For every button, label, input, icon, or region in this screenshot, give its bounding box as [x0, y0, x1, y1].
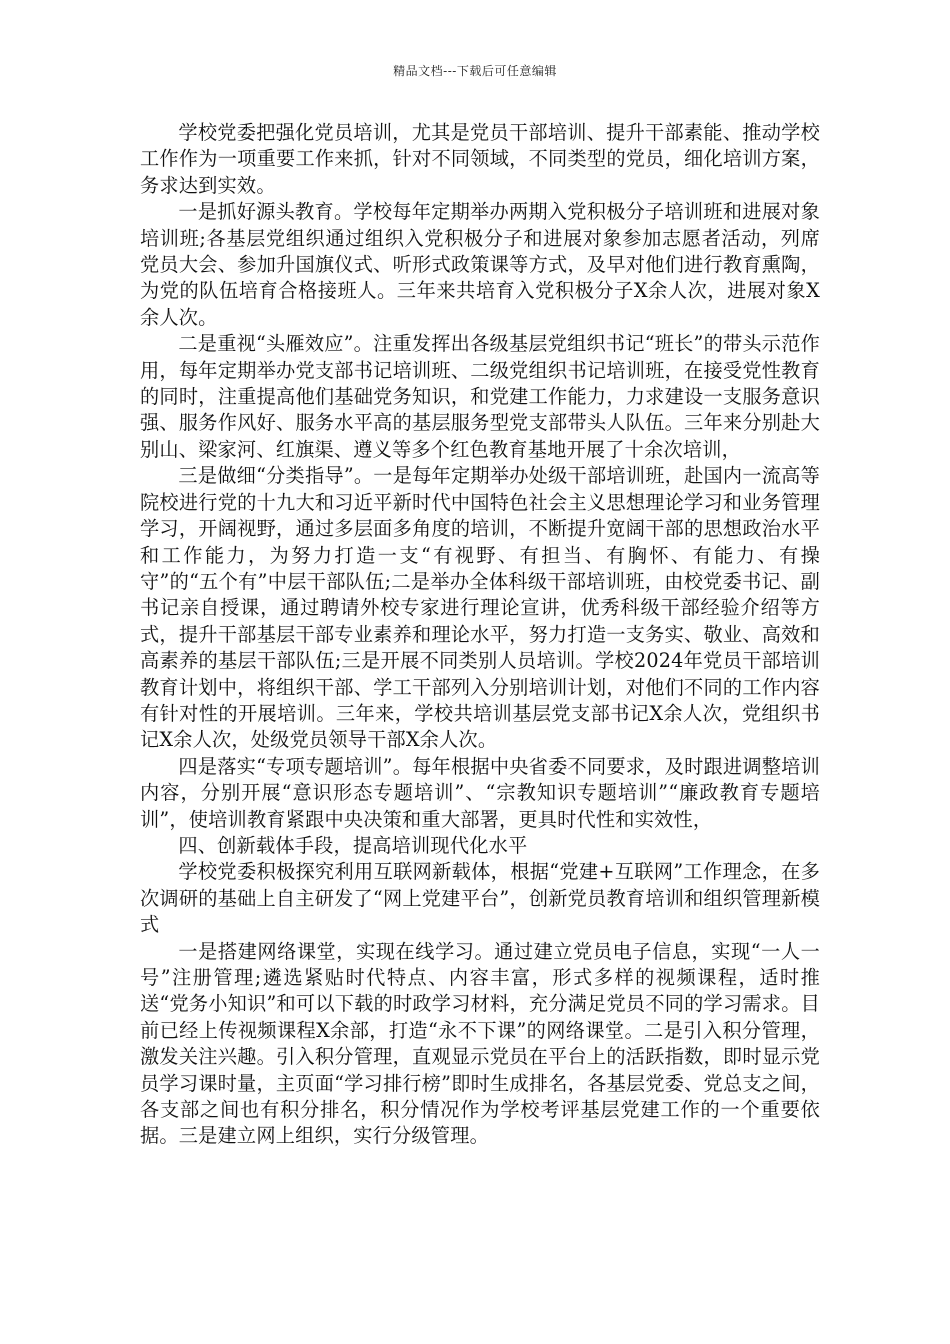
paragraph-4: 三是做细“分类指导”。一是每年定期举办处级干部培训班，赴国内一流高等院校进行党的十九大和习近平新时代中国特色社会主义思想理论学习和业务管理学习，开阔视野，通过多层面多角度的培训，不断提升宽阔干部的思想政治水平和工作能力，为努力打造一支“有视野、有担当、有胸怀、有能力、有操守”的“五个有”中层干部队伍;二是举办全体科级干部培训班，由校党委书记、副书记亲自授课，通过聘请外校专家进行理论宣讲，优秀科级干部经验介绍等方式，提升干部基层干部专业素养和理论水平，努力打造一支务实、敬业、高效和高素养的基层干部队伍;三是开展不同类别人员培训。学校2024年党员干部培训教育计划中，将组织干部、学工干部列入分别培训计划，对他们不同的工作内容有针对性的开展培训。三年来，学校共培训基层党支部书记X余人次，党组织书记X余人次，处级党员领导干部X余人次。 — [140, 464, 820, 752]
paragraph-5: 四是落实“专项专题培训”。每年根据中央省委不同要求，及时跟进调整培训内容，分别开展“意识形态专题培训”、“宗教知识专题培训”“廉政教育专题培训”，使培训教育紧跟中央决策和重大部署，更具时代性和实效性， — [140, 754, 820, 831]
paragraph-1: 学校党委把强化党员培训，尤其是党员干部培训、提升干部素能、推动学校工作作为一项重要工作来抓，针对不同领域，不同类型的党员，细化培训方案，务求达到实效。 — [140, 121, 820, 197]
paragraph-7: 一是搭建网络课堂，实现在线学习。通过建立党员电子信息，实现“一人一号”注册管理;遴选紧贴时代特点、内容丰富，形式多样的视频课程，适时推送“党务小知识”和可以下载的时政学习材料，充分满足党员不同的学习需求。目前已经上传视频课程X余部，打造“永不下课”的网络课堂。二是引入积分管理，激发关注兴趣。引入积分管理，直观显示党员在平台上的活跃指数，即时显示党员学习课时量，主页面“学习排行榜”即时生成排名，各基层党委、党总支之间，各支部之间也有积分排名，积分情况作为学校考评基层党建工作的一个重要依据。三是建立网上组织，实行分级管理。 — [140, 939, 820, 1148]
document-body — [140, 120, 820, 1150]
paragraph-3: 二是重视“头雁效应”。注重发挥出各级基层党组织书记“班长”的带头示范作用，每年定期举办党支部书记培训班、二级党组织书记培训班，在接受党性教育的同时，注重提高他们基础党务知识，和党建工作能力，力求建设一支服务意识强、服务作风好、服务水平高的基层服务型党支部带头人队伍。三年来分别赴大别山、梁家河、红旗渠、遵义等多个红色教育基地开展了十余次培训， — [140, 332, 820, 461]
paragraph-6: 学校党委积极探究利用互联网新载体，根据“党建+互联网”工作理念，在多次调研的基础上自主研发了“网上党建平台”，创新党员教育培训和组织管理新模式 — [140, 860, 820, 937]
page-header: 精品文档---下载后可任意编辑 — [393, 64, 557, 78]
section-heading: 四、创新载体手段，提高培训现代化水平 — [178, 833, 528, 857]
paragraph-2: 一是抓好源头教育。学校每年定期举办两期入党积极分子培训班和进展对象培训班;各基层党组织通过组织入党积极分子和进展对象参加志愿者活动，列席党员大会、参加升国旗仪式、听形式政策课等方式，及早对他们进行教育熏陶，为党的队伍培育合格接班人。三年来共培育入党积极分子X余人次，进展对象X余人次。 — [140, 200, 820, 329]
